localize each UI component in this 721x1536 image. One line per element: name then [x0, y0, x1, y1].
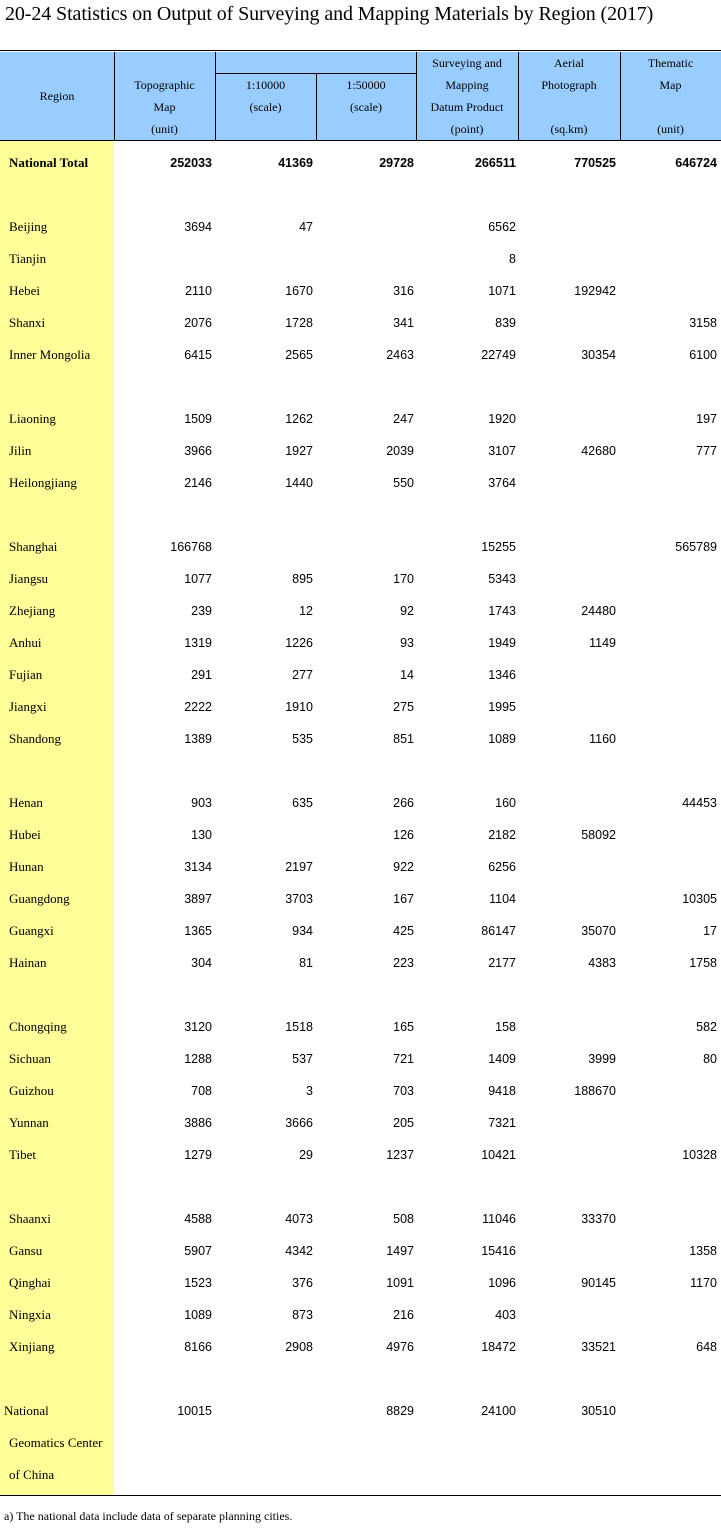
table-row	[0, 307, 721, 339]
cell-thematic: 10328	[682, 1148, 717, 1162]
cell-scale-50000: 126	[393, 828, 414, 842]
header-scale-50000-label: 1:50000	[346, 78, 386, 92]
cell-scale-10000: 2197	[285, 860, 313, 874]
cell-scale-10000: 1927	[285, 444, 313, 458]
table-row	[0, 883, 721, 915]
header-topographic-unit: (unit)	[151, 122, 178, 136]
cell-scale-50000: 216	[393, 1308, 414, 1322]
cell-topographic: 166768	[170, 540, 212, 554]
cell-aerial: 30510	[581, 1404, 616, 1418]
header-aerial-line1: Aerial	[554, 56, 584, 70]
cell-scale-10000: 535	[292, 732, 313, 746]
table-row	[0, 467, 721, 499]
cell-datum-product: 1096	[488, 1276, 516, 1290]
table-row	[0, 787, 721, 819]
cell-datum-product: 15255	[481, 540, 516, 554]
cell-region: Gansu	[9, 1243, 43, 1258]
cell-region: Hebei	[9, 283, 41, 298]
cell-datum-product: 1743	[488, 604, 516, 618]
cell-topographic: 5907	[184, 1244, 212, 1258]
cell-thematic: 1758	[689, 956, 717, 970]
cell-region: Qinghai	[9, 1275, 51, 1290]
cell-scale-10000: 29	[299, 1148, 313, 1162]
cell-aerial: 3999	[588, 1052, 616, 1066]
header-scale-50000-unit: (scale)	[350, 100, 382, 114]
cell-datum-product: 3107	[488, 444, 516, 458]
cell-scale-50000: 2039	[386, 444, 414, 458]
cell-aerial: 770525	[574, 156, 616, 170]
cell-topographic: 1077	[184, 572, 212, 586]
cell-datum-product: 266511	[474, 156, 516, 170]
cell-region: Guizhou	[9, 1083, 54, 1098]
cell-scale-10000: 81	[299, 956, 313, 970]
cell-topographic: 1319	[184, 636, 212, 650]
cell-scale-50000: 922	[393, 860, 414, 874]
cell-region: Liaoning	[9, 411, 56, 426]
cell-region: Shanxi	[9, 315, 46, 330]
header-datum-unit: (point)	[450, 122, 484, 136]
table-row	[0, 691, 721, 723]
cell-scale-10000: 376	[292, 1276, 313, 1290]
cell-region: Ningxia	[9, 1307, 51, 1322]
header-topographic	[114, 74, 215, 140]
cell-topographic: 903	[191, 796, 212, 810]
cell-region: Yunnan	[9, 1115, 49, 1130]
cell-thematic: 1358	[689, 1244, 717, 1258]
cell-datum-product: 18472	[481, 1340, 516, 1354]
cell-region: Zhejiang	[9, 603, 56, 618]
cell-thematic: 17	[703, 924, 717, 938]
cell-scale-10000: 1518	[285, 1020, 313, 1034]
cell-aerial: 192942	[574, 284, 616, 298]
table-row	[0, 915, 721, 947]
cell-region: Hubei	[9, 827, 41, 842]
cell-scale-10000: 3	[306, 1084, 313, 1098]
cell-datum-product: 1089	[488, 732, 516, 746]
ngcc-label-line2: Geomatics Center	[9, 1435, 103, 1450]
cell-topographic: 1279	[184, 1148, 212, 1162]
cell-scale-50000: 721	[393, 1052, 414, 1066]
header-datum-line3: Datum Product	[430, 100, 504, 114]
header-datum-product	[416, 52, 518, 140]
cell-scale-50000: 167	[393, 892, 414, 906]
cell-scale-50000: 341	[393, 316, 414, 330]
cell-scale-50000: 1497	[386, 1244, 414, 1258]
cell-scale-10000: 1262	[285, 412, 313, 426]
cell-topographic: 3694	[184, 220, 212, 234]
page-title: 20-24 Statistics on Output of Surveying and Mapping Materials by Region (2017)	[5, 3, 654, 25]
cell-scale-50000: 851	[393, 732, 414, 746]
cell-topographic: 2222	[184, 700, 212, 714]
cell-datum-product: 10421	[481, 1148, 516, 1162]
table-row	[0, 243, 721, 275]
header-bottom-rule	[0, 140, 721, 141]
table-row	[0, 1299, 721, 1331]
cell-topographic: 6415	[184, 348, 212, 362]
table-row	[0, 1107, 721, 1139]
cell-scale-10000: 873	[292, 1308, 313, 1322]
cell-aerial: 42680	[581, 444, 616, 458]
cell-region: Hunan	[9, 859, 44, 874]
cell-aerial: 33521	[581, 1340, 616, 1354]
cell-datum-product: 9418	[488, 1084, 516, 1098]
cell-region: Shaanxi	[9, 1211, 51, 1226]
cell-topographic: 2076	[184, 316, 212, 330]
cell-scale-50000: 205	[393, 1116, 414, 1130]
cell-datum-product: 8	[509, 252, 516, 266]
cell-thematic: 1170	[690, 1276, 717, 1290]
cell-thematic: 565789	[675, 540, 717, 554]
cell-topographic: 1089	[184, 1308, 212, 1322]
table-row-ngcc	[0, 1395, 721, 1427]
table-row	[0, 1331, 721, 1363]
header-datum-line2: Mapping	[445, 78, 489, 92]
table-row	[0, 1011, 721, 1043]
table-row	[0, 627, 721, 659]
cell-thematic: 777	[696, 444, 717, 458]
cell-topographic: 1523	[184, 1276, 212, 1290]
cell-scale-50000: 1237	[386, 1148, 414, 1162]
cell-topographic: 3966	[184, 444, 212, 458]
cell-scale-50000: 550	[393, 476, 414, 490]
cell-datum-product: 839	[495, 316, 516, 330]
cell-thematic: 3158	[689, 316, 717, 330]
cell-region: Henan	[9, 795, 43, 810]
cell-scale-50000: 29728	[379, 156, 414, 170]
cell-topographic: 291	[191, 668, 212, 682]
table-row	[0, 659, 721, 691]
cell-datum-product: 86147	[481, 924, 516, 938]
cell-region: Guangdong	[9, 891, 70, 906]
cell-region: Hainan	[9, 955, 47, 970]
cell-aerial: 1160	[589, 732, 616, 746]
table-row	[0, 1267, 721, 1299]
cell-topographic: 708	[191, 1084, 212, 1098]
cell-scale-10000: 934	[292, 924, 313, 938]
cell-region: Shanghai	[9, 539, 58, 554]
cell-datum-product: 158	[495, 1020, 516, 1034]
cell-aerial: 30354	[581, 348, 616, 362]
table-row	[0, 435, 721, 467]
cell-datum-product: 1071	[488, 284, 516, 298]
table-row-national-total	[0, 147, 721, 179]
cell-thematic: 44453	[682, 796, 717, 810]
cell-datum-product: 1409	[488, 1052, 516, 1066]
cell-region: Anhui	[9, 635, 42, 650]
cell-topographic: 3134	[184, 860, 212, 874]
cell-datum-product: 22749	[481, 348, 516, 362]
cell-aerial: 24480	[581, 604, 616, 618]
table-row	[0, 595, 721, 627]
table-row	[0, 403, 721, 435]
cell-topographic: 1288	[184, 1052, 212, 1066]
cell-datum-product: 1104	[489, 892, 516, 906]
cell-region: Jilin	[9, 443, 32, 458]
cell-scale-50000: 425	[393, 924, 414, 938]
header-thematic-line1: Thematic	[647, 56, 694, 70]
cell-datum-product: 1949	[488, 636, 516, 650]
header-topographic-line1: Topographic	[134, 78, 195, 92]
header-aerial-unit: (sq.km)	[550, 122, 588, 136]
cell-scale-10000: 4073	[285, 1212, 313, 1226]
cell-region: Chongqing	[9, 1019, 67, 1034]
table-row	[0, 1043, 721, 1075]
cell-scale-10000: 1910	[285, 700, 313, 714]
table-row	[0, 211, 721, 243]
table-row	[0, 339, 721, 371]
table-row	[0, 275, 721, 307]
ngcc-label-line3: of China	[9, 1467, 55, 1482]
cell-scale-50000: 92	[400, 604, 414, 618]
header-aerial	[518, 52, 620, 140]
cell-datum-product: 7321	[488, 1116, 516, 1130]
cell-scale-10000: 12	[299, 604, 313, 618]
cell-datum-product: 5343	[488, 572, 516, 586]
cell-region: National Total	[9, 155, 89, 170]
cell-datum-product: 6562	[488, 220, 516, 234]
table-row	[0, 1235, 721, 1267]
table-row	[0, 531, 721, 563]
cell-topographic: 130	[191, 828, 212, 842]
cell-datum-product: 11046	[482, 1212, 516, 1226]
header-topographic-line2: Map	[153, 100, 176, 114]
cell-scale-10000: 895	[292, 572, 313, 586]
cell-datum-product: 15416	[481, 1244, 516, 1258]
cell-datum-product: 24100	[481, 1404, 516, 1418]
cell-thematic: 582	[696, 1020, 717, 1034]
cell-aerial: 188670	[574, 1084, 616, 1098]
cell-topographic: 252033	[170, 156, 212, 170]
cell-scale-50000: 4976	[386, 1340, 414, 1354]
cell-scale-50000: 14	[400, 668, 414, 682]
cell-scale-10000: 41369	[278, 156, 313, 170]
cell-topographic: 2110	[185, 284, 212, 298]
cell-aerial: 90145	[581, 1276, 616, 1290]
cell-aerial: 1149	[589, 636, 616, 650]
cell-topographic: 2146	[184, 476, 212, 490]
ngcc-label-line1: National	[4, 1403, 49, 1418]
cell-datum-product: 2182	[488, 828, 516, 842]
header-datum-line1: Surveying and	[432, 56, 502, 70]
cell-topographic: 239	[191, 604, 212, 618]
table-row	[0, 947, 721, 979]
cell-datum-product: 1920	[488, 412, 516, 426]
cell-datum-product: 2177	[488, 956, 516, 970]
header-thematic-line2: Map	[659, 78, 682, 92]
cell-scale-10000: 1728	[285, 316, 313, 330]
cell-region: Jiangsu	[9, 571, 48, 586]
cell-thematic: 10305	[682, 892, 717, 906]
footnote: a) The national data include data of separate planning cities.	[4, 1509, 293, 1523]
cell-scale-50000: 165	[393, 1020, 414, 1034]
header-region-label: Region	[39, 89, 75, 103]
header-scale-10000	[215, 74, 316, 118]
cell-datum-product: 3764	[488, 476, 516, 490]
header-thematic	[620, 52, 721, 140]
header-scale-10000-unit: (scale)	[249, 100, 282, 114]
header-region	[0, 85, 114, 107]
cell-region: Jiangxi	[9, 699, 47, 714]
cell-scale-10000: 277	[292, 668, 313, 682]
cell-topographic: 3120	[184, 1020, 212, 1034]
cell-aerial: 35070	[581, 924, 616, 938]
cell-aerial: 58092	[581, 828, 616, 842]
cell-topographic: 1389	[184, 732, 212, 746]
table-row	[0, 1075, 721, 1107]
cell-scale-50000: 1091	[386, 1276, 414, 1290]
cell-region: Xinjiang	[9, 1339, 55, 1354]
table-top-rule	[0, 50, 721, 51]
cell-scale-50000: 703	[393, 1084, 414, 1098]
cell-scale-50000: 508	[393, 1212, 414, 1226]
cell-scale-50000: 247	[393, 412, 414, 426]
cell-topographic: 1509	[184, 412, 212, 426]
table-row	[0, 723, 721, 755]
cell-topographic: 4588	[184, 1212, 212, 1226]
cell-topographic: 8166	[184, 1340, 212, 1354]
cell-region: Inner Mongolia	[9, 347, 91, 362]
cell-scale-10000: 537	[292, 1052, 313, 1066]
table-bottom-rule	[0, 1495, 721, 1496]
cell-scale-10000: 47	[299, 220, 313, 234]
cell-datum-product: 1995	[488, 700, 516, 714]
cell-datum-product: 160	[495, 796, 516, 810]
header-scale-50000	[316, 74, 416, 118]
cell-scale-10000: 635	[292, 796, 313, 810]
cell-region: Beijing	[9, 219, 48, 234]
header-thematic-unit: (unit)	[657, 122, 684, 136]
cell-scale-50000: 93	[400, 636, 414, 650]
table-row	[0, 851, 721, 883]
table-row	[0, 1139, 721, 1171]
cell-scale-10000: 3703	[285, 892, 313, 906]
cell-scale-50000: 316	[393, 284, 414, 298]
cell-scale-10000: 3666	[285, 1116, 313, 1130]
cell-scale-50000: 2463	[386, 348, 414, 362]
cell-datum-product: 1346	[488, 668, 516, 682]
cell-scale-10000: 1670	[285, 284, 313, 298]
cell-region: Guangxi	[9, 923, 54, 938]
cell-scale-10000: 4342	[285, 1244, 313, 1258]
cell-scale-10000: 1440	[285, 476, 313, 490]
cell-scale-50000: 170	[393, 572, 414, 586]
cell-datum-product: 403	[495, 1308, 516, 1322]
cell-topographic: 3886	[184, 1116, 212, 1130]
header-aerial-line2: Photograph	[541, 78, 597, 92]
cell-datum-product: 6256	[488, 860, 516, 874]
cell-thematic: 80	[703, 1052, 717, 1066]
cell-aerial: 4383	[588, 956, 616, 970]
cell-topographic: 304	[191, 956, 212, 970]
cell-scale-50000: 223	[393, 956, 414, 970]
cell-region: Tianjin	[9, 251, 47, 266]
cell-region: Shandong	[9, 731, 61, 746]
cell-scale-10000: 2565	[285, 348, 313, 362]
cell-region: Heilongjiang	[9, 475, 77, 490]
cell-region: Sichuan	[9, 1051, 51, 1066]
cell-scale-50000: 275	[393, 700, 414, 714]
cell-thematic: 197	[696, 412, 717, 426]
cell-thematic: 646724	[675, 156, 717, 170]
cell-topographic: 10015	[177, 1404, 212, 1418]
cell-scale-10000: 1226	[285, 636, 313, 650]
table-row	[0, 563, 721, 595]
cell-scale-50000: 8829	[386, 1404, 414, 1418]
cell-region: Tibet	[9, 1147, 36, 1162]
header-scale-10000-label: 1:10000	[245, 78, 286, 92]
cell-scale-50000: 266	[393, 796, 414, 810]
cell-thematic: 6100	[689, 348, 717, 362]
cell-thematic: 648	[696, 1340, 717, 1354]
cell-region: Fujian	[9, 667, 43, 682]
cell-topographic: 3897	[184, 892, 212, 906]
cell-scale-10000: 2908	[285, 1340, 313, 1354]
cell-aerial: 33370	[581, 1212, 616, 1226]
table-row	[0, 1203, 721, 1235]
table-row	[0, 819, 721, 851]
cell-topographic: 1365	[184, 924, 212, 938]
